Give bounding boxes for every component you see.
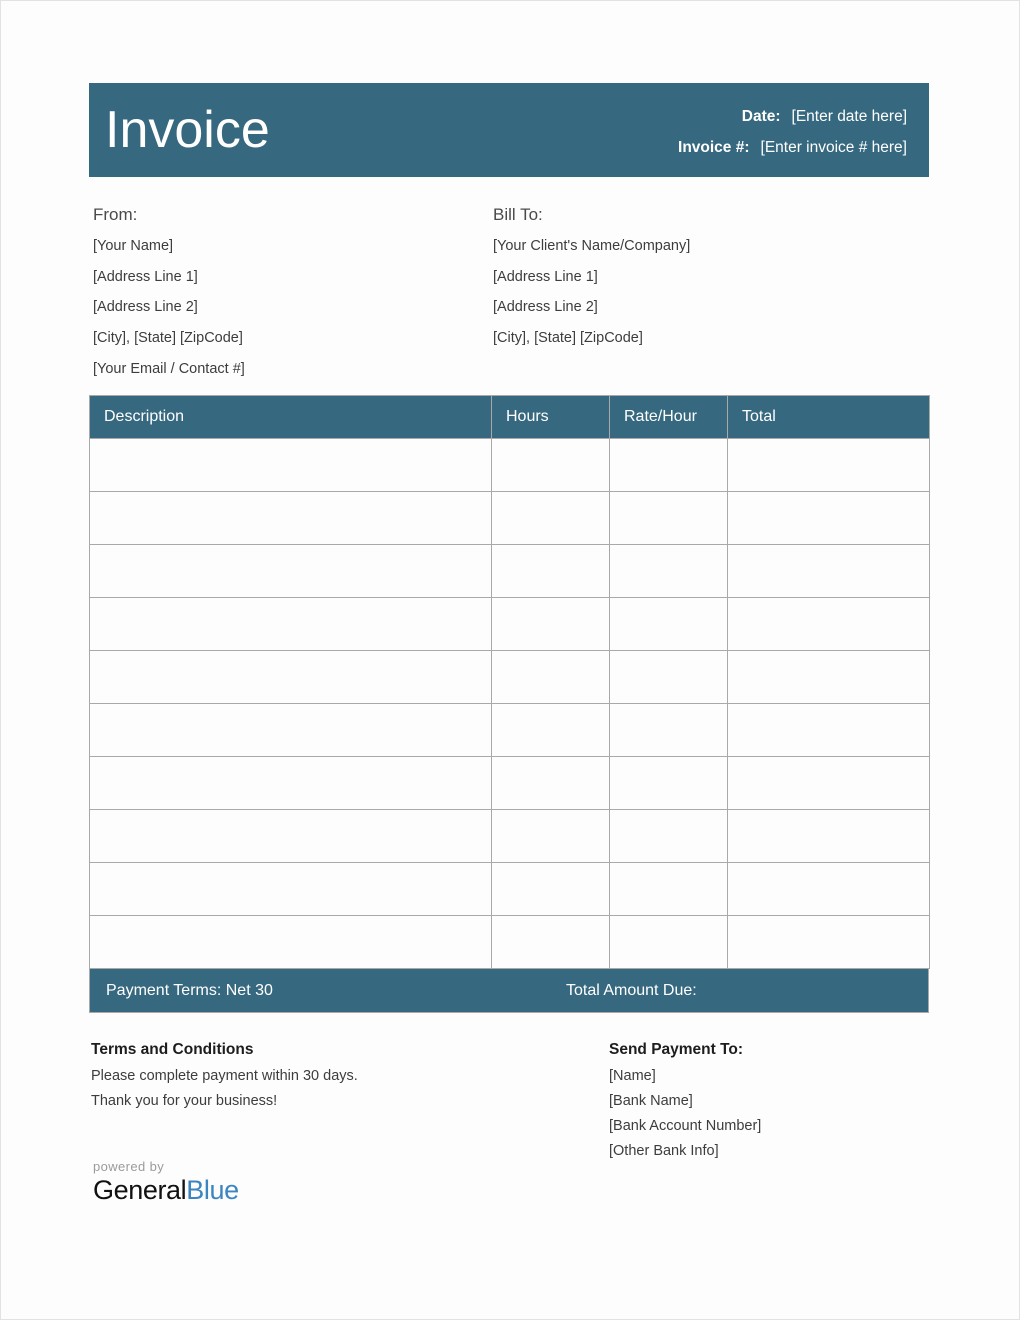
cell-hours[interactable] (492, 704, 610, 757)
cell-hours[interactable] (492, 492, 610, 545)
invoice-date-value[interactable]: [Enter date here] (791, 107, 907, 125)
cell-description[interactable] (90, 916, 492, 969)
from-line-address-1[interactable]: [Address Line 1] (93, 268, 198, 285)
table-row (90, 439, 930, 492)
cell-rate[interactable] (610, 651, 728, 704)
table-row (90, 916, 930, 969)
table-row (90, 598, 930, 651)
brand-name-blue: Blue (186, 1175, 239, 1205)
payment-terms-label: Payment Terms: Net 30 (106, 981, 273, 999)
invoice-date-label: Date: (741, 107, 781, 125)
table-row (90, 545, 930, 598)
payment-line-name[interactable]: [Name] (609, 1068, 656, 1084)
page-title: Invoice (105, 101, 270, 159)
payment-line-bank-name[interactable]: [Bank Name] (609, 1093, 693, 1110)
cell-total[interactable] (728, 757, 930, 810)
from-line-email-contact[interactable]: [Your Email / Contact #] (93, 360, 245, 377)
cell-total[interactable] (728, 863, 930, 916)
cell-description[interactable] (90, 757, 492, 810)
cell-description[interactable] (90, 704, 492, 757)
cell-rate[interactable] (610, 916, 728, 969)
terms-and-conditions-block (91, 1041, 571, 1205)
table-row (90, 810, 930, 863)
invoice-date-row (678, 108, 907, 126)
invoice-meta-block (678, 83, 907, 177)
cell-rate[interactable] (610, 863, 728, 916)
line-items-table (89, 395, 930, 969)
terms-line-thank-you: Thank you for your business! (91, 1093, 278, 1110)
terms-heading: Terms and Conditions (91, 1041, 254, 1058)
cell-description[interactable] (90, 810, 492, 863)
cell-rate[interactable] (610, 598, 728, 651)
bill-to-line-address-1[interactable]: [Address Line 1] (493, 268, 598, 285)
notes-section (89, 1041, 929, 1211)
cell-description[interactable] (90, 863, 492, 916)
invoice-header-banner (89, 83, 929, 177)
cell-rate[interactable] (610, 704, 728, 757)
invoice-number-label: Invoice #: (678, 138, 750, 156)
column-header-hours: Hours (492, 396, 610, 439)
cell-hours[interactable] (492, 916, 610, 969)
column-header-rate-per-hour: Rate/Hour (610, 396, 728, 439)
brand-wordmark (93, 1176, 239, 1204)
cell-description[interactable] (90, 545, 492, 598)
cell-total[interactable] (728, 810, 930, 863)
cell-total[interactable] (728, 598, 930, 651)
bill-to-block (493, 205, 913, 361)
cell-rate[interactable] (610, 757, 728, 810)
address-section (89, 205, 929, 395)
line-items-body (90, 439, 930, 969)
cell-total[interactable] (728, 492, 930, 545)
invoice-number-row (678, 139, 907, 157)
cell-total[interactable] (728, 545, 930, 598)
powered-by-label: powered by (93, 1159, 165, 1174)
general-blue-logo (93, 1159, 239, 1204)
bill-to-heading: Bill To: (493, 205, 543, 224)
table-header-row (90, 396, 930, 439)
cell-rate[interactable] (610, 439, 728, 492)
from-line-address-2[interactable]: [Address Line 2] (93, 299, 198, 316)
cell-rate[interactable] (610, 810, 728, 863)
totals-bar (89, 969, 929, 1013)
cell-hours[interactable] (492, 651, 610, 704)
cell-rate[interactable] (610, 545, 728, 598)
column-header-total: Total (728, 396, 930, 439)
brand-name-general: General (93, 1175, 187, 1205)
invoice-sheet (89, 83, 929, 1211)
from-heading: From: (93, 205, 138, 224)
table-row (90, 863, 930, 916)
from-block (93, 205, 483, 391)
column-header-description: Description (90, 396, 492, 439)
from-line-name[interactable]: [Your Name] (93, 238, 174, 254)
send-payment-to-heading: Send Payment To: (609, 1041, 744, 1058)
cell-hours[interactable] (492, 439, 610, 492)
from-line-city-state-zip[interactable]: [City], [State] [ZipCode] (93, 330, 243, 347)
cell-description[interactable] (90, 651, 492, 704)
cell-description[interactable] (90, 439, 492, 492)
payment-line-bank-account-number[interactable]: [Bank Account Number] (609, 1118, 762, 1135)
table-row (90, 704, 930, 757)
cell-hours[interactable] (492, 598, 610, 651)
table-row (90, 492, 930, 545)
cell-total[interactable] (728, 651, 930, 704)
cell-total[interactable] (728, 916, 930, 969)
cell-rate[interactable] (610, 492, 728, 545)
total-amount-due-label: Total Amount Due: (565, 981, 697, 999)
table-row (90, 757, 930, 810)
invoice-number-value[interactable]: [Enter invoice # here] (760, 138, 907, 156)
cell-hours[interactable] (492, 810, 610, 863)
bill-to-line-city-state-zip[interactable]: [City], [State] [ZipCode] (493, 330, 643, 347)
bill-to-line-address-2[interactable]: [Address Line 2] (493, 299, 598, 316)
cell-total[interactable] (728, 704, 930, 757)
send-payment-to-block (609, 1041, 929, 1168)
cell-description[interactable] (90, 598, 492, 651)
cell-hours[interactable] (492, 757, 610, 810)
cell-hours[interactable] (492, 545, 610, 598)
cell-description[interactable] (90, 492, 492, 545)
terms-line-payment-window: Please complete payment within 30 days. (91, 1068, 358, 1084)
bill-to-line-name[interactable]: [Your Client's Name/Company] (493, 238, 691, 254)
payment-line-other-bank-info[interactable]: [Other Bank Info] (609, 1143, 719, 1160)
cell-hours[interactable] (492, 863, 610, 916)
cell-total[interactable] (728, 439, 930, 492)
table-row (90, 651, 930, 704)
